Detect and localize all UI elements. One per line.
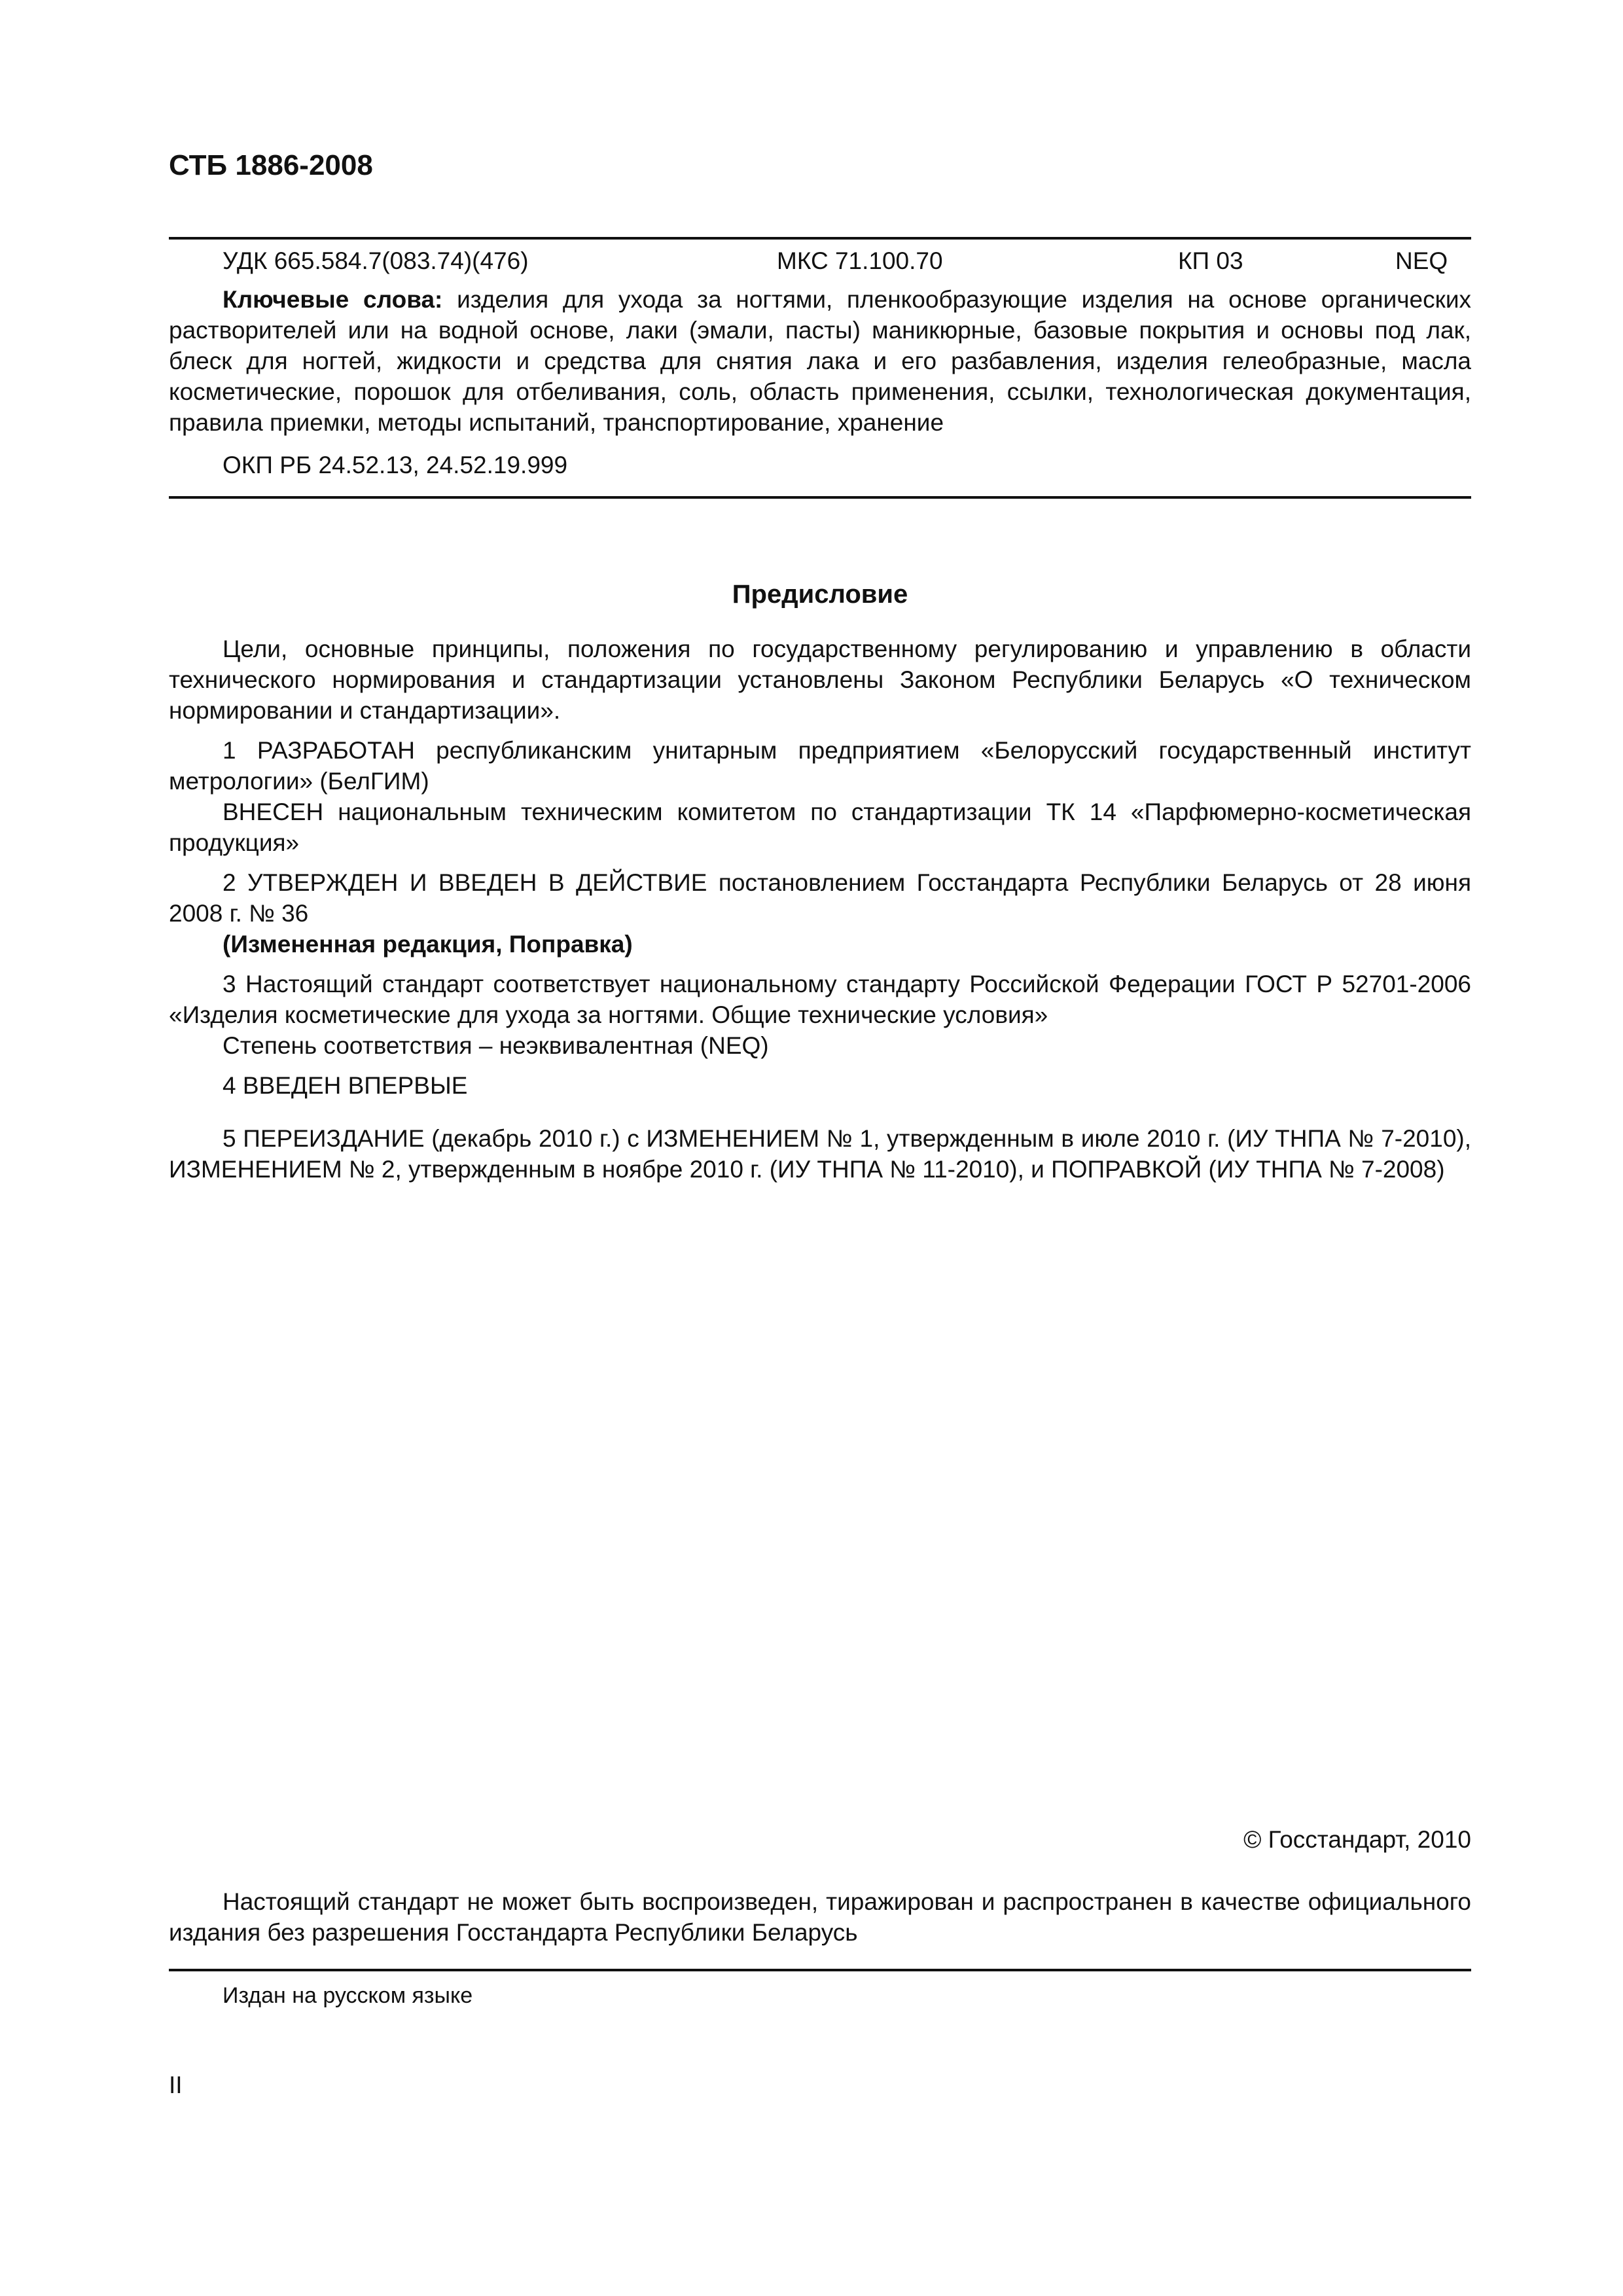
- bottom-divider: [169, 1969, 1471, 1971]
- okp-code: ОКП РБ 24.52.13, 24.52.19.999: [223, 452, 568, 478]
- copyright-notice: © Госстандарт, 2010: [1243, 1826, 1471, 1853]
- middle-divider: [169, 496, 1471, 499]
- preface-item-5: 5 ПЕРЕИЗДАНИЕ (декабрь 2010 г.) с ИЗМЕНЕНИЕМ № 1, утвержденным в июле 2010 г. (ИУ ТНПА № 7-2010), ИЗМЕНЕНИЕМ № 2, утвержденным в ноябре 2010 г. (ИУ ТНПА № 11-2010), и ПОПРАВКОЙ (ИУ ТНПА № 7-2008): [169, 1125, 1471, 1183]
- issued-language: Издан на русском языке: [223, 1983, 473, 2008]
- preface-item-1b: ВНЕСЕН национальным техническим комитетом по стандартизации ТК 14 «Парфюмерно-косметическая продукция»: [169, 798, 1471, 856]
- preface-item-4: 4 ВВЕДЕН ВПЕРВЫЕ: [223, 1072, 468, 1099]
- keywords-paragraph: [169, 284, 1471, 438]
- mks-code: МКС 71.100.70: [777, 247, 943, 274]
- page-number: II: [169, 2072, 183, 2098]
- keywords-label: Ключевые слова:: [223, 286, 443, 313]
- spacer: [169, 1110, 1471, 1123]
- preface-item-3b: Степень соответствия – неэквивалентная (NEQ): [223, 1032, 769, 1059]
- reproduction-notice-section: [169, 1886, 1471, 1948]
- keywords-section: [169, 284, 1471, 438]
- preface-item-1: 1 РАЗРАБОТАН республиканским унитарным предприятием «Белорусский государственный институт метрологии» (БелГИМ): [169, 737, 1471, 795]
- preface-intro: Цели, основные принципы, положения по государственному регулированию и управлению в области технического нормирования и стандартизации установлены Законом Республики Беларусь «О техническом нормировании и стандартизации».: [169, 636, 1471, 724]
- preface-item-3: 3 Настоящий стандарт соответствует национальному стандарту Российской Федерации ГОСТ Р 52701-2006 «Изделия косметические для ухода за ногтями. Общие технические условия»: [169, 971, 1471, 1028]
- top-divider: [169, 237, 1471, 240]
- preface-body: [169, 634, 1471, 1194]
- preface-title: Предисловие: [732, 580, 908, 609]
- preface-item-2-note: (Измененная редакция, Поправка): [223, 931, 633, 958]
- keywords-text: изделия для ухода за ногтями, пленкообразующие изделия на основе органических растворителей или на водной основе, лаки (эмали, пасты) маникюрные, базовые покрытия и основы под лак, блеск для ногтей, жидкости и средства для снятия лака и его разбавления, изделия гелеобразные, масла косметические, порошок для отбеливания, соль, область применения, ссылки, технологическая документация, правила приемки, методы испытаний, транспортирование, хранение: [169, 286, 1471, 436]
- preface-item-2: 2 УТВЕРЖДЕН И ВВЕДЕН В ДЕЙСТВИЕ постановлением Госстандарта Республики Беларусь от 28 июня 2008 г. № 36: [169, 869, 1471, 927]
- neq-code: NEQ: [1395, 247, 1448, 274]
- kp-code: КП 03: [1178, 247, 1243, 274]
- udk-code: УДК 665.584.7(083.74)(476): [223, 247, 529, 274]
- document-code: СТБ 1886-2008: [169, 149, 373, 181]
- reproduction-notice: Настоящий стандарт не может быть воспроизведен, тиражирован и распространен в качестве официального издания без разрешения Госстандарта Республики Беларусь: [169, 1888, 1471, 1946]
- classification-row: [0, 247, 1623, 283]
